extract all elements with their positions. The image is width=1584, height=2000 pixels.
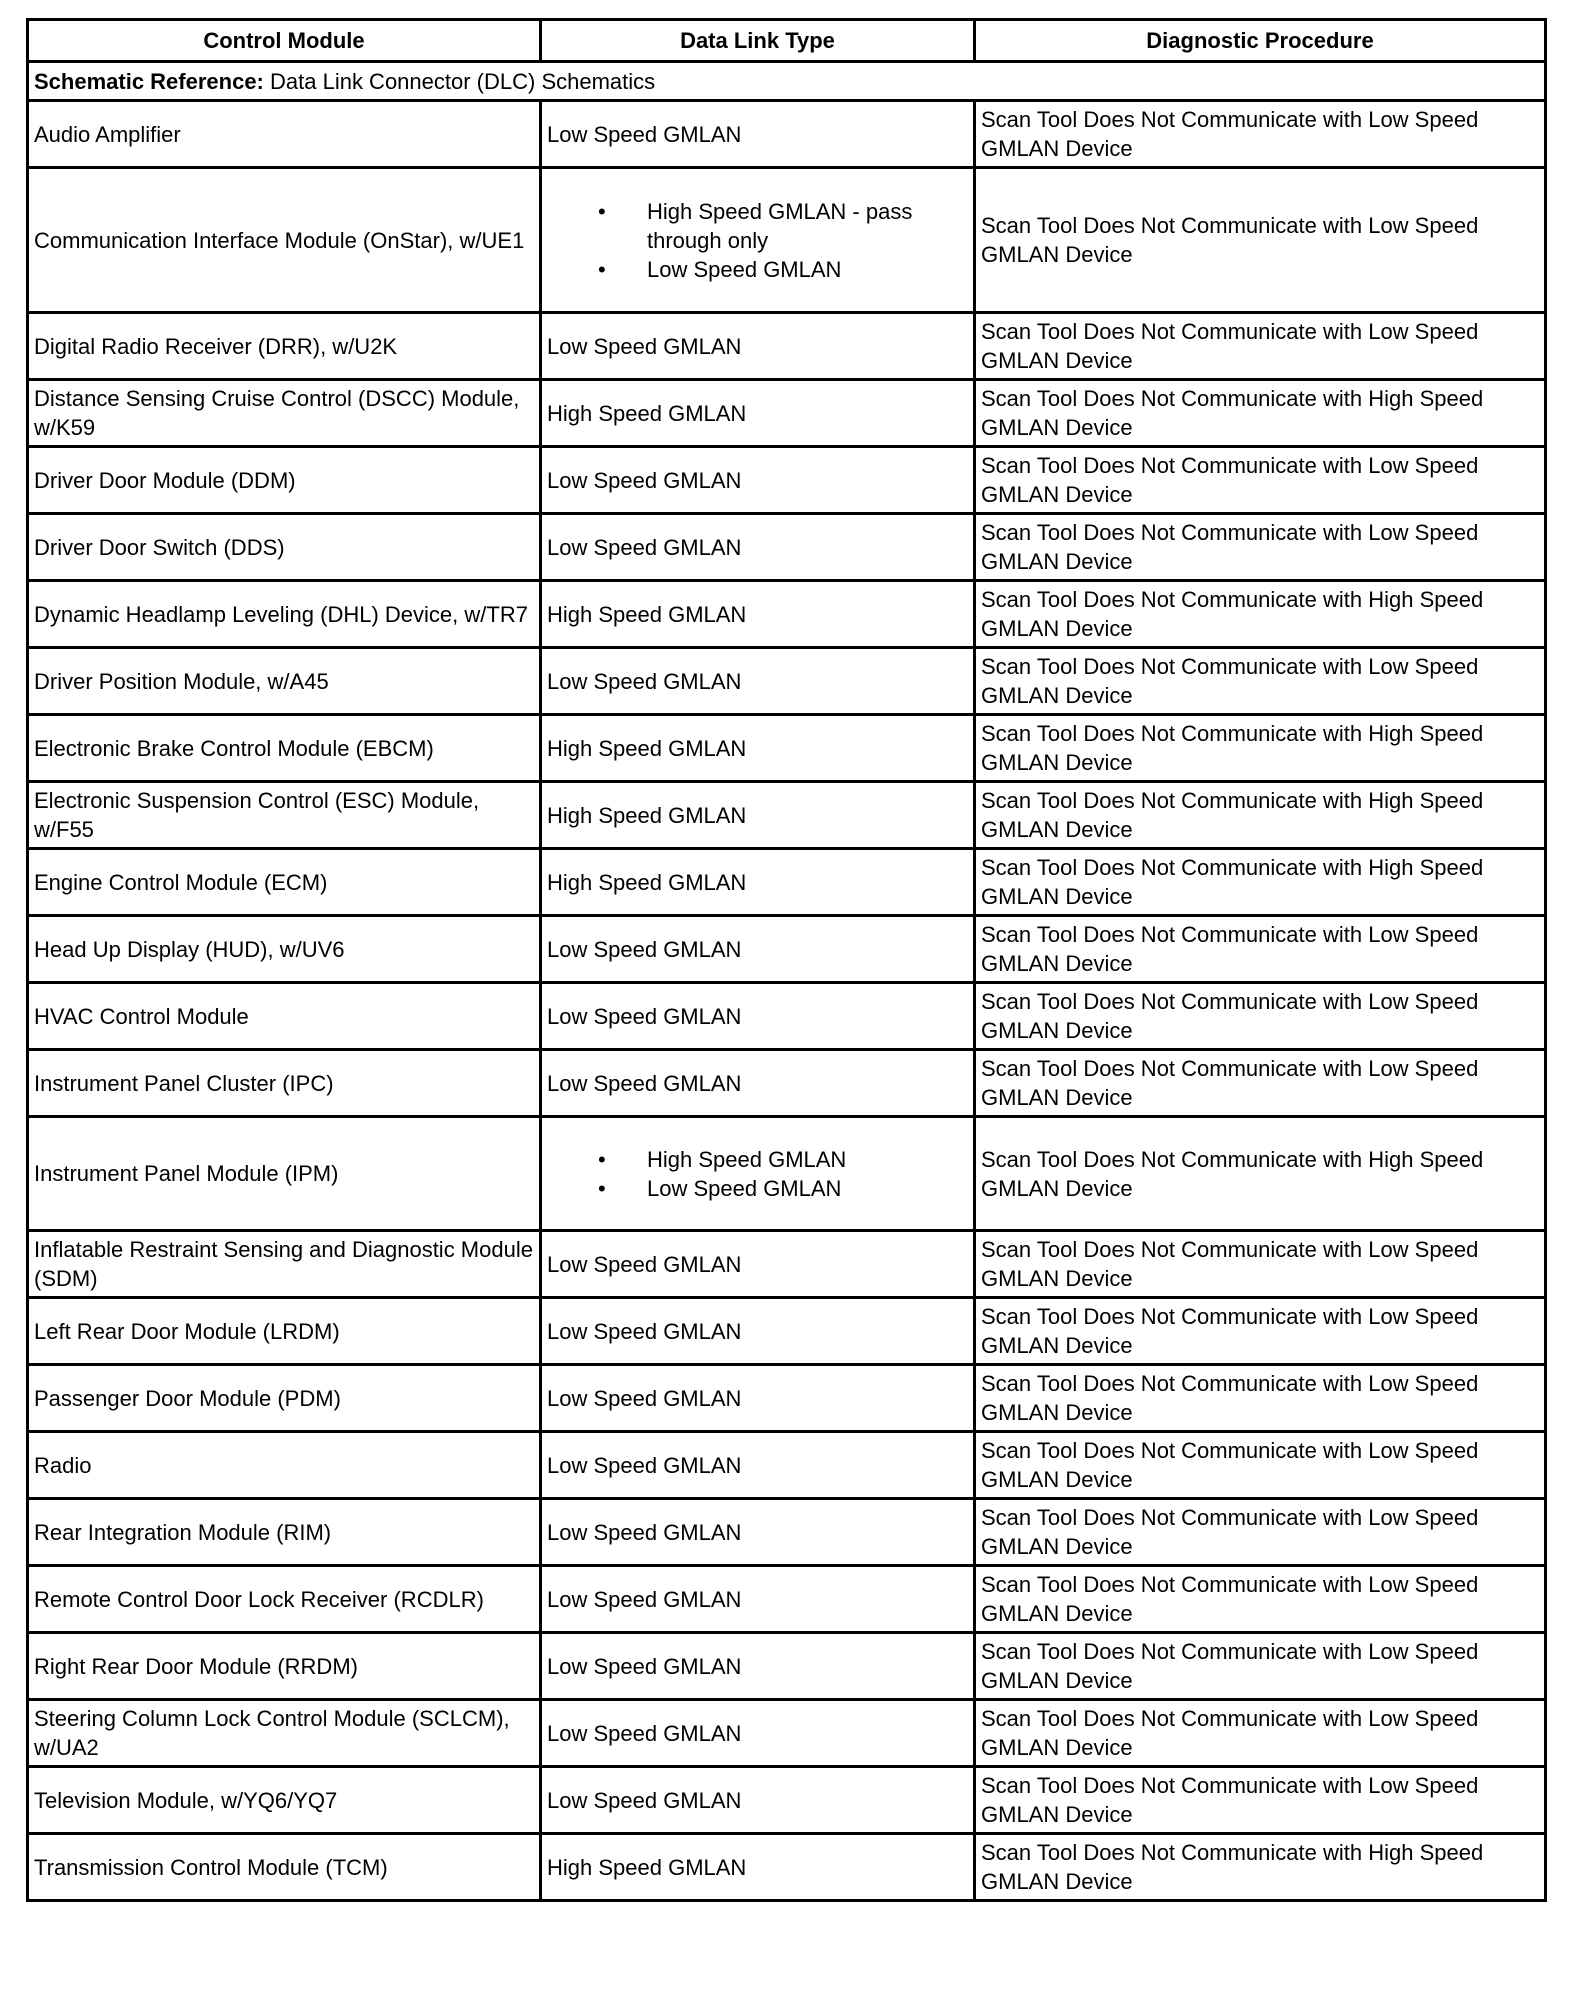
control-module-cell: Electronic Brake Control Module (EBCM) xyxy=(28,715,541,782)
table-row xyxy=(28,514,1546,581)
diagnostic-procedure-link[interactable]: Scan Tool Does Not Communicate with Low Speed GMLAN Device xyxy=(975,168,1546,313)
data-link-type-cell: High Speed GMLAN xyxy=(541,1834,975,1901)
data-link-type-cell: Low Speed GMLAN xyxy=(541,514,975,581)
data-link-type-cell: High Speed GMLAN xyxy=(541,782,975,849)
diagnostic-procedure-link[interactable]: Scan Tool Does Not Communicate with Low Speed GMLAN Device xyxy=(975,916,1546,983)
table-row xyxy=(28,715,1546,782)
header-control-module: Control Module xyxy=(28,20,541,62)
diagnostic-procedure-link[interactable]: Scan Tool Does Not Communicate with High Speed GMLAN Device xyxy=(975,1834,1546,1901)
control-module-cell: Steering Column Lock Control Module (SCLCM), w/UA2 xyxy=(28,1700,541,1767)
data-link-type-cell: Low Speed GMLAN xyxy=(541,1432,975,1499)
data-link-type-cell: Low Speed GMLAN xyxy=(541,1050,975,1117)
schematic-reference-label: Schematic Reference: xyxy=(34,68,264,94)
control-module-cell: Television Module, w/YQ6/YQ7 xyxy=(28,1767,541,1834)
data-link-type-cell: Low Speed GMLAN xyxy=(541,447,975,514)
data-link-type-cell: Low Speed GMLAN xyxy=(541,1767,975,1834)
diagnostic-procedure-link[interactable]: Scan Tool Does Not Communicate with Low Speed GMLAN Device xyxy=(975,101,1546,168)
control-module-cell: Communication Interface Module (OnStar), w/UE1 xyxy=(28,168,541,313)
diagnostic-procedure-link[interactable]: Scan Tool Does Not Communicate with Low Speed GMLAN Device xyxy=(975,1231,1546,1298)
table-row xyxy=(28,1566,1546,1633)
schematic-reference-row xyxy=(28,62,1546,101)
header-row xyxy=(28,20,1546,62)
control-module-cell: Instrument Panel Cluster (IPC) xyxy=(28,1050,541,1117)
table-row xyxy=(28,1231,1546,1298)
diagnostic-procedure-link[interactable]: Scan Tool Does Not Communicate with Low Speed GMLAN Device xyxy=(975,648,1546,715)
control-module-cell: Right Rear Door Module (RRDM) xyxy=(28,1633,541,1700)
control-module-cell: Driver Door Module (DDM) xyxy=(28,447,541,514)
data-link-list-item: • High Speed GMLAN xyxy=(647,1145,968,1174)
diagnostic-procedure-link[interactable]: Scan Tool Does Not Communicate with High Speed GMLAN Device xyxy=(975,581,1546,648)
data-link-list xyxy=(547,1145,968,1203)
control-module-cell: Driver Door Switch (DDS) xyxy=(28,514,541,581)
data-link-type-cell xyxy=(541,168,975,313)
diagnostic-procedure-link[interactable]: Scan Tool Does Not Communicate with Low Speed GMLAN Device xyxy=(975,514,1546,581)
control-module-cell: Remote Control Door Lock Receiver (RCDLR) xyxy=(28,1566,541,1633)
data-link-list-item: • High Speed GMLAN - pass through only xyxy=(647,197,958,255)
control-module-cell: Driver Position Module, w/A45 xyxy=(28,648,541,715)
data-link-type-cell: Low Speed GMLAN xyxy=(541,1566,975,1633)
control-module-cell: Left Rear Door Module (LRDM) xyxy=(28,1298,541,1365)
table-row xyxy=(28,581,1546,648)
table-row xyxy=(28,168,1546,313)
data-link-type-cell: High Speed GMLAN xyxy=(541,380,975,447)
data-link-type-cell: Low Speed GMLAN xyxy=(541,313,975,380)
data-link-type-cell: Low Speed GMLAN xyxy=(541,983,975,1050)
table-row xyxy=(28,380,1546,447)
data-link-type-cell: Low Speed GMLAN xyxy=(541,1365,975,1432)
schematic-reference-link[interactable]: Data Link Connector (DLC) Schematics xyxy=(263,68,656,94)
table-row xyxy=(28,1834,1546,1901)
data-link-list-item: • Low Speed GMLAN xyxy=(647,255,968,284)
data-link-type-cell: Low Speed GMLAN xyxy=(541,648,975,715)
header-data-link-type: Data Link Type xyxy=(541,20,975,62)
control-module-table xyxy=(26,18,1547,1902)
diagnostic-procedure-link[interactable]: Scan Tool Does Not Communicate with Low Speed GMLAN Device xyxy=(975,1700,1546,1767)
diagnostic-procedure-link[interactable]: Scan Tool Does Not Communicate with Low Speed GMLAN Device xyxy=(975,447,1546,514)
header-diagnostic-procedure: Diagnostic Procedure xyxy=(975,20,1546,62)
diagnostic-procedure-link[interactable]: Scan Tool Does Not Communicate with Low Speed GMLAN Device xyxy=(975,1432,1546,1499)
module-table-container xyxy=(26,18,1544,1902)
table-row xyxy=(28,1298,1546,1365)
diagnostic-procedure-link[interactable]: Scan Tool Does Not Communicate with Low Speed GMLAN Device xyxy=(975,1298,1546,1365)
diagnostic-procedure-link[interactable]: Scan Tool Does Not Communicate with Low Speed GMLAN Device xyxy=(975,1566,1546,1633)
control-module-cell: Radio xyxy=(28,1432,541,1499)
control-module-cell: Distance Sensing Cruise Control (DSCC) Module, w/K59 xyxy=(28,380,541,447)
table-row xyxy=(28,313,1546,380)
diagnostic-procedure-link[interactable]: Scan Tool Does Not Communicate with High Speed GMLAN Device xyxy=(975,849,1546,916)
diagnostic-procedure-link[interactable]: Scan Tool Does Not Communicate with Low Speed GMLAN Device xyxy=(975,983,1546,1050)
control-module-cell: Head Up Display (HUD), w/UV6 xyxy=(28,916,541,983)
diagnostic-procedure-link[interactable]: Scan Tool Does Not Communicate with Low Speed GMLAN Device xyxy=(975,1365,1546,1432)
data-link-type-cell: High Speed GMLAN xyxy=(541,849,975,916)
control-module-cell: Electronic Suspension Control (ESC) Module, w/F55 xyxy=(28,782,541,849)
control-module-cell: Audio Amplifier xyxy=(28,101,541,168)
table-row xyxy=(28,782,1546,849)
control-module-cell: Inflatable Restraint Sensing and Diagnostic Module (SDM) xyxy=(28,1231,541,1298)
control-module-cell: Dynamic Headlamp Leveling (DHL) Device, w/TR7 xyxy=(28,581,541,648)
schematic-reference-cell xyxy=(28,62,1546,101)
table-row xyxy=(28,648,1546,715)
table-row xyxy=(28,1700,1546,1767)
control-module-cell: Engine Control Module (ECM) xyxy=(28,849,541,916)
data-link-type-cell: Low Speed GMLAN xyxy=(541,1633,975,1700)
table-row xyxy=(28,1432,1546,1499)
diagnostic-procedure-link[interactable]: Scan Tool Does Not Communicate with High Speed GMLAN Device xyxy=(975,380,1546,447)
data-link-type-cell xyxy=(541,1117,975,1231)
table-row xyxy=(28,1117,1546,1231)
control-module-cell: Digital Radio Receiver (DRR), w/U2K xyxy=(28,313,541,380)
table-row xyxy=(28,916,1546,983)
diagnostic-procedure-link[interactable]: Scan Tool Does Not Communicate with Low Speed GMLAN Device xyxy=(975,1633,1546,1700)
table-row xyxy=(28,983,1546,1050)
diagnostic-procedure-link[interactable]: Scan Tool Does Not Communicate with Low Speed GMLAN Device xyxy=(975,313,1546,380)
diagnostic-procedure-link[interactable]: Scan Tool Does Not Communicate with High Speed GMLAN Device xyxy=(975,715,1546,782)
table-row xyxy=(28,447,1546,514)
table-row xyxy=(28,1767,1546,1834)
control-module-cell: Transmission Control Module (TCM) xyxy=(28,1834,541,1901)
control-module-cell: Rear Integration Module (RIM) xyxy=(28,1499,541,1566)
table-row xyxy=(28,101,1546,168)
table-row xyxy=(28,849,1546,916)
data-link-type-cell: Low Speed GMLAN xyxy=(541,1231,975,1298)
data-link-type-cell: High Speed GMLAN xyxy=(541,581,975,648)
table-row xyxy=(28,1365,1546,1432)
data-link-list-item: • Low Speed GMLAN xyxy=(647,1174,968,1203)
diagnostic-procedure-link[interactable]: Scan Tool Does Not Communicate with High Speed GMLAN Device xyxy=(975,1117,1546,1231)
data-link-type-cell: Low Speed GMLAN xyxy=(541,916,975,983)
diagnostic-procedure-link[interactable]: Scan Tool Does Not Communicate with Low Speed GMLAN Device xyxy=(975,1050,1546,1117)
diagnostic-procedure-link[interactable]: Scan Tool Does Not Communicate with Low Speed GMLAN Device xyxy=(975,1767,1546,1834)
data-link-type-cell: Low Speed GMLAN xyxy=(541,1499,975,1566)
data-link-type-cell: Low Speed GMLAN xyxy=(541,1298,975,1365)
table-row xyxy=(28,1499,1546,1566)
data-link-type-cell: Low Speed GMLAN xyxy=(541,1700,975,1767)
control-module-cell: Instrument Panel Module (IPM) xyxy=(28,1117,541,1231)
data-link-type-cell: High Speed GMLAN xyxy=(541,715,975,782)
data-link-type-cell: Low Speed GMLAN xyxy=(541,101,975,168)
diagnostic-procedure-link[interactable]: Scan Tool Does Not Communicate with Low Speed GMLAN Device xyxy=(975,1499,1546,1566)
control-module-cell: Passenger Door Module (PDM) xyxy=(28,1365,541,1432)
table-row xyxy=(28,1633,1546,1700)
data-link-list xyxy=(547,197,968,284)
diagnostic-procedure-link[interactable]: Scan Tool Does Not Communicate with High Speed GMLAN Device xyxy=(975,782,1546,849)
table-row xyxy=(28,1050,1546,1117)
control-module-cell: HVAC Control Module xyxy=(28,983,541,1050)
